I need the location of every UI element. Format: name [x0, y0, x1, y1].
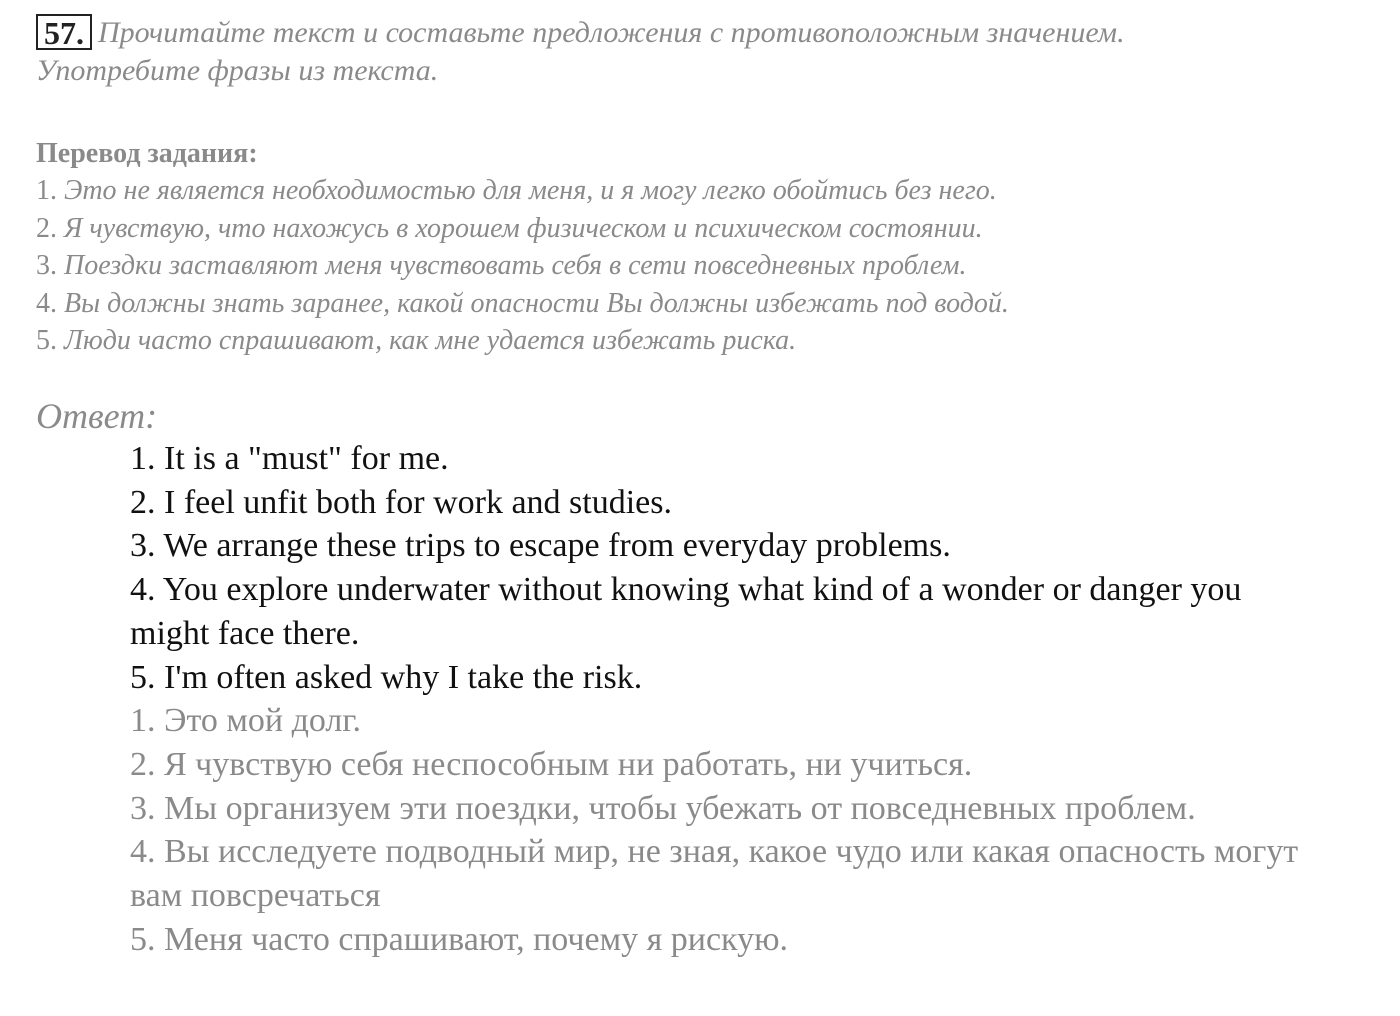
translation-item-number: 5. — [36, 325, 57, 356]
translation-item-text: Вы должны знать заранее, какой опасности Вы должны избежать под водой. — [57, 287, 1009, 319]
answer-english-2: 2. I feel unfit both for work and studies. — [130, 483, 672, 521]
translation-block — [36, 136, 1376, 360]
translation-item-text: Я чувствую, что нахожусь в хорошем физическом и психическом состоянии. — [57, 212, 983, 244]
translation-title: Перевод задания: — [36, 138, 258, 169]
answer-english-5: 5. I'm often asked why I take the risk. — [130, 658, 643, 696]
task-instruction-line1: Прочитайте текст и составьте предложения с противоположным значением. — [98, 16, 1125, 49]
translation-item — [36, 172, 1376, 210]
answer-block — [130, 437, 1310, 961]
answer-russian-4: 4. Вы исследуете подводный мир, не зная, какое чудо или какая опасность могут вам повсречаться — [130, 833, 1299, 915]
translation-item-number: 1. — [36, 175, 57, 206]
translation-item-text: Это не является необходимостью для меня, и я могу легко обойтись без него. — [57, 175, 997, 206]
task-number-badge: 57. — [36, 14, 92, 50]
translation-item-text: Люди часто спрашивают, как мне удается избежать риска. — [57, 325, 797, 356]
task-instruction-line2: Употребите фразы из текста. — [36, 54, 439, 87]
translation-item-number: 2. — [36, 212, 57, 244]
answer-english-3: 3. We arrange these trips to escape from everyday problems. — [130, 527, 951, 565]
answer-russian-2: 2. Я чувствую себя неспособным ни работать, ни учиться. — [130, 745, 973, 783]
translation-item — [36, 210, 1376, 248]
translation-item — [36, 322, 1376, 360]
answer-english-4: 4. You explore underwater without knowing what kind of a wonder or danger you might face there. — [130, 571, 1242, 652]
translation-item-number: 4. — [36, 287, 57, 319]
translation-item-number: 3. — [36, 250, 57, 281]
answer-label: Ответ: — [36, 396, 158, 436]
translation-item — [36, 285, 1376, 323]
answer-english-1: 1. It is a "must" for me. — [130, 440, 449, 477]
answer-russian-5: 5. Меня часто спрашивают, почему я рискую. — [130, 920, 788, 958]
answer-russian-3: 3. Мы организуем эти поездки, чтобы убежать от повседневных проблем. — [130, 789, 1196, 827]
translation-item-text: Поездки заставляют меня чувствовать себя в сети повседневных проблем. — [57, 250, 967, 281]
answer-russian-1: 1. Это мой долг. — [130, 702, 361, 740]
translation-item — [36, 247, 1376, 285]
task-header — [36, 14, 1376, 90]
